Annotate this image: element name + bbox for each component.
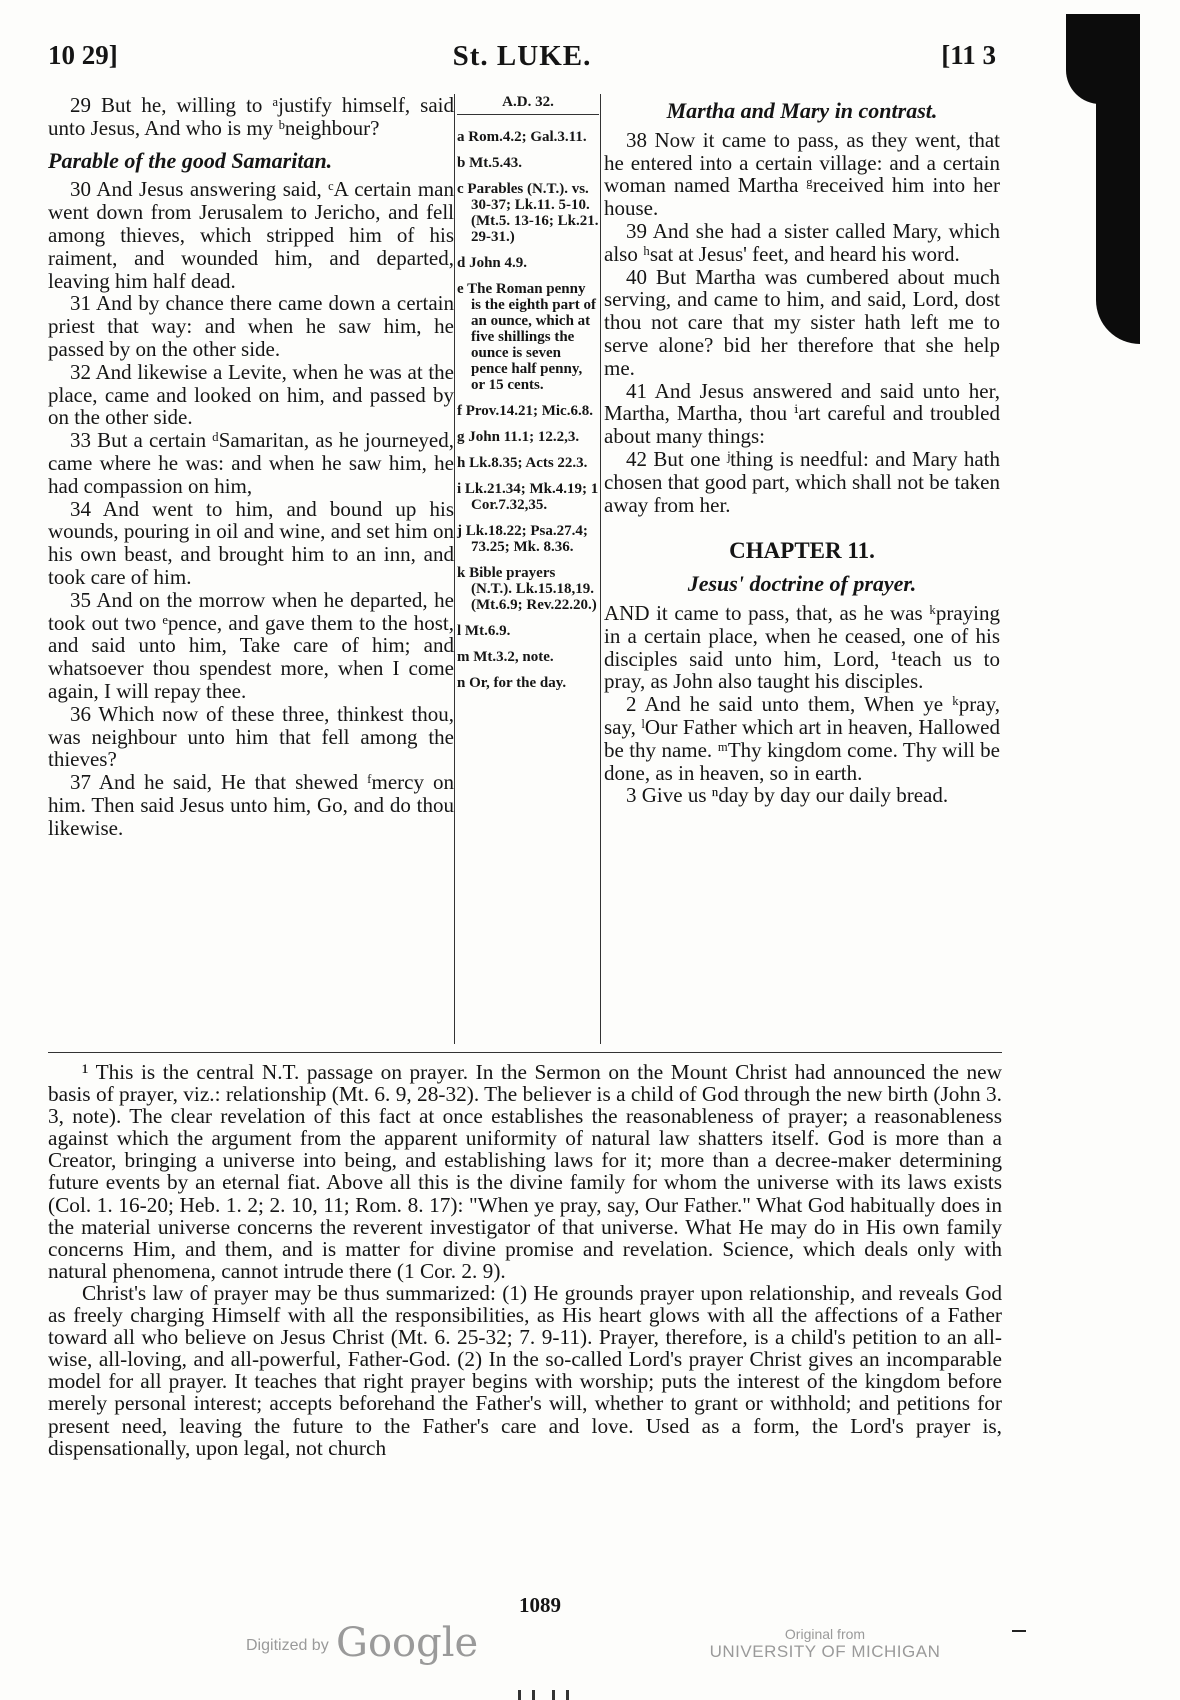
ref-h: h Lk.8.35; Acts 22.3.	[457, 455, 588, 471]
section-heading-good-samaritan: Parable of the good Samaritan.	[48, 147, 333, 173]
verse-31: 31 And by chance there came down a certain priest that way: and when he saw him, he passed by on the other side.	[48, 291, 454, 361]
verse-32: 32 And likewise a Levite, when he was at the place, came and looked on him, and passed by on the other side.	[48, 359, 454, 430]
reference-column	[457, 94, 599, 701]
ref-j: j Lk.18.22; Psa.27.4; 73.25; Mk. 8.36.	[457, 523, 588, 555]
ref-k: k Bible prayers (N.T.). Lk.15.18,19. (Mt.6.9; Rev.22.20.)	[457, 565, 597, 613]
column-divider-right	[600, 94, 601, 1044]
left-text-column	[48, 94, 454, 840]
verse-35: 35 And on the morrow when he departed, he took out two ᵉpence, and gave them to the host, and said unto him, Take care of him; and whatsoever thou spendest more, when I come again, I will repay thee.	[48, 587, 454, 703]
google-logo: Google	[336, 1620, 479, 1666]
verse-29: 29 But he, willing to ᵃjustify himself, said unto Jesus, And who is my ᵇneighbour?	[48, 93, 454, 140]
ref-f: f Prov.14.21; Mic.6.8.	[457, 403, 593, 419]
chapter-heading: CHAPTER 11.	[729, 538, 875, 564]
header-verse-range-end: [11 3	[941, 40, 996, 70]
ref-d: d John 4.9.	[457, 255, 528, 271]
ref-n: n Or, for the day.	[457, 675, 567, 691]
verse-33: 33 But a certain ᵈSamaritan, as he journeyed, came where he was: and when he saw him, he had compassion on him,	[48, 428, 454, 498]
verse-38: 38 Now it came to pass, as they went, that he entered into a certain village: and a certain woman named Martha ᵍreceived him into her house.	[604, 127, 1000, 221]
ref-c: c Parables (N.T.). vs. 30-37; Lk.11. 5-10. (Mt.5. 13-16; Lk.21. 29-31.)	[457, 181, 599, 245]
footnote-paragraph-2: Christ's law of prayer may be thus summarized: (1) He grounds prayer upon relationship, and reveals God as freely charging Himself with all the responsibilities, as His heart glows with all the affections of a Father toward all who believe on Jesus Christ (Mt. 6. 25-32; 7. 9-11). Prayer, therefore, is a child's petition to an all-wise, all-loving, and all-powerful, Father-God. (2) In the so-called Lord's prayer Christ gives an incomparable model for all prayer. It teaches that right prayer begins with worship; puts the interest of the kingdom before merely personal interest; accepts beforehand the Father's will, whether to grant or withhold; and petitions for present need, leaving the future to the Father's care and love. Used as a form, the Lord's prayer is, dispensationally, upon legal, not church	[48, 1280, 1002, 1460]
scan-artifact	[518, 1690, 521, 1700]
footnote-block	[48, 1061, 1002, 1459]
verse-42: 42 But one ʲthing is needful: and Mary hath chosen that good part, which shall not be taken away from her.	[604, 446, 1000, 517]
original-from-label: Original from	[784, 1626, 866, 1642]
ref-b: b Mt.5.43.	[457, 155, 522, 171]
verse-41: 41 And Jesus answered and said unto her, Martha, Martha, thou ⁱart careful and troubled about many things:	[604, 378, 1000, 449]
scan-artifact	[532, 1690, 535, 1700]
ref-a: a Rom.4.2; Gal.3.11.	[457, 129, 587, 145]
section-heading-prayer: Jesus' doctrine of prayer.	[687, 571, 917, 597]
verse-40: 40 But Martha was cumbered about much serving, and came to him, and said, Lord, dost thou not care that my sister hath left me to serve alone? bid her therefore that she help me.	[604, 264, 1000, 380]
ref-m: m Mt.3.2, note.	[457, 649, 554, 665]
header-book-title: St. LUKE.	[452, 40, 592, 72]
scan-artifact	[552, 1690, 555, 1700]
chapter-11-verse-2: 2 And he said unto them, When ye ᵏpray, say, ˡOur Father which art in heaven, Hallowed be thy name. ᵐThy kingdom come. Thy will be done, as in heaven, so in earth.	[604, 692, 1000, 785]
running-header	[48, 40, 996, 80]
column-divider-left	[454, 94, 455, 1044]
header-verse-range-start: 10 29]	[48, 40, 118, 70]
chapter-11-verse-3: 3 Give us ⁿday by day our daily bread.	[626, 783, 949, 808]
origin-credit	[700, 1626, 950, 1662]
ref-l: l Mt.6.9.	[457, 623, 511, 639]
verse-37: 37 And he said, He that shewed ᶠmercy on him. Then said Jesus unto him, Go, and do thou likewise.	[48, 770, 454, 840]
date-label: A.D. 32.	[457, 94, 599, 115]
right-text-column	[604, 100, 1000, 807]
scan-artifact	[566, 1690, 569, 1700]
verse-39: 39 And she had a sister called Mary, which also ʰsat at Jesus' feet, and heard his word.	[604, 218, 1000, 266]
digitized-by-label: Digitized by	[246, 1637, 329, 1654]
chapter-11-verse-1: AND it came to pass, that, as he was ᵏpraying in a certain place, when he ceased, one of his disciples said unto him, Lord, ¹teach us to pray, as John also taught his disciples.	[604, 600, 1000, 694]
ref-e: e The Roman penny is the eighth part of an ounce, which at five shillings the ounce is seven pence half penny, or 15 cents.	[457, 281, 596, 393]
margin-mark	[1012, 1630, 1026, 1632]
verse-34: 34 And went to him, and bound up his wounds, pouring in oil and wine, and set him on his own beast, and brought him to an inn, and took care of him.	[48, 496, 454, 589]
page-number: 1089	[519, 1593, 561, 1617]
verse-36: 36 Which now of these three, thinkest thou, was neighbour unto him that fell among the thieves?	[48, 701, 454, 772]
footnote-paragraph-1: ¹ This is the central N.T. passage on prayer. In the Sermon on the Mount Christ had announced the new basis of prayer, viz.: relationship (Mt. 6. 9, 28-32). The believer is a child of God through the new birth (John 3. 3, note). The clear revelation of this fact at once establishes the reasonableness of prayer; a reasonableness against which the argument from the apparent uniformity of natural law shatters itself. God is more than a Creator, bringing a universe into being, and establishing laws for it; more than a decree-maker determining future events by an eternal fiat. Above all this is the divine family for whom the universe with its laws exists (Col. 1. 16-20; Heb. 1. 2; 2. 10, 11; Rom. 8. 17): "When ye pray, say, Our Father." What God habitually does in the material universe concerns the reverent investigator of that universe. What He may do in His own family concerns Him, and them, and is matter for divine promise and revelation. Science, which deals only with natural phenomena, cannot intrude there (1 Cor. 2. 9).	[48, 1060, 1002, 1283]
verse-30: 30 And Jesus answering said, ᶜA certain man went down from Jerusalem to Jericho, and fell among thieves, which stripped him of his raiment, and wounded him, and departed, leaving him half dead.	[48, 177, 454, 293]
ref-g: g John 11.1; 12.2,3.	[457, 429, 580, 445]
institution-name: UNIVERSITY OF MICHIGAN	[709, 1642, 941, 1661]
footnote-divider	[48, 1052, 1002, 1053]
ref-i: i Lk.21.34; Mk.4.19; 1 Cor.7.32,35.	[457, 481, 599, 513]
section-heading-martha-mary: Martha and Mary in contrast.	[666, 98, 938, 123]
page-edge-shadow	[1096, 14, 1140, 344]
